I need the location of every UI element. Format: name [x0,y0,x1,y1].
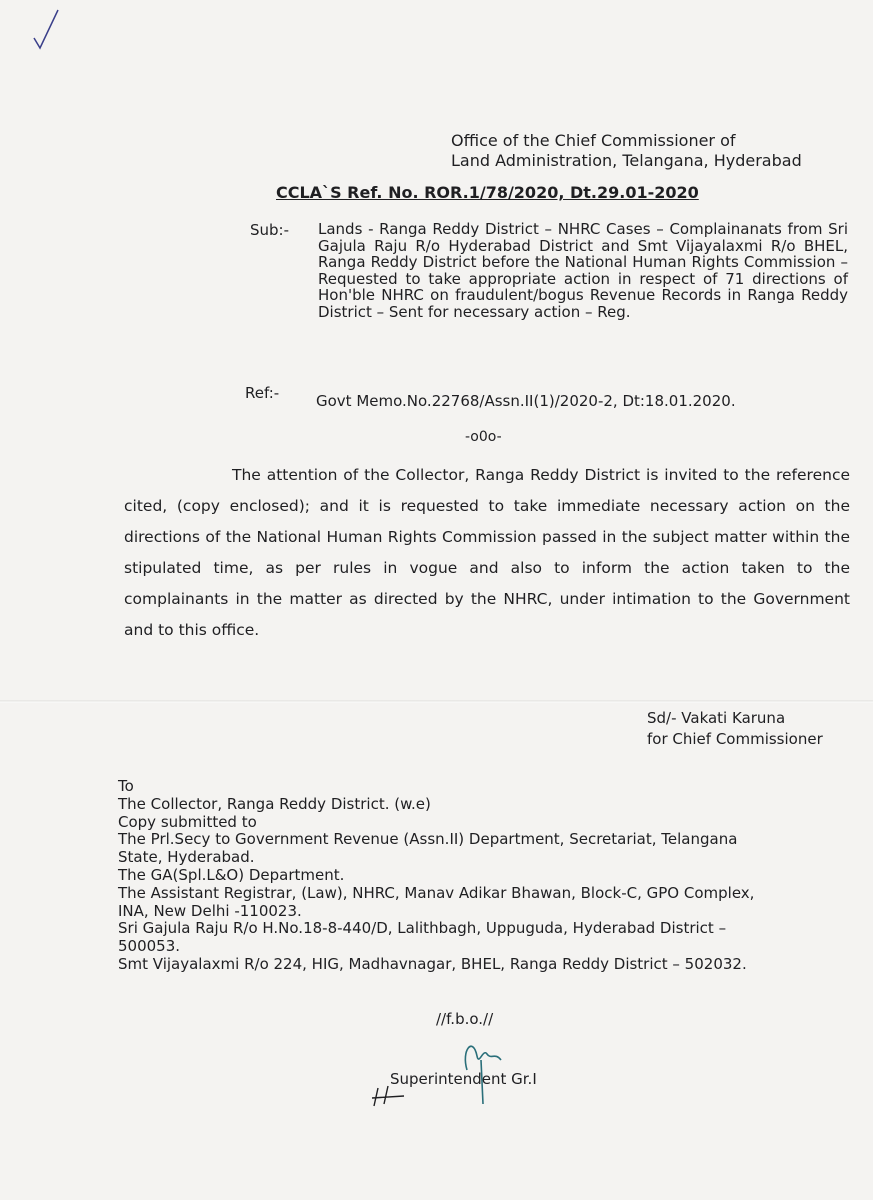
office-address [451,131,802,171]
distribution-line: The Collector, Ranga Reddy District. (w.e) [118,794,431,813]
distribution-line: The Prl.Secy to Government Revenue (Assn.II) Department, Secretariat, Telangana [118,830,738,849]
distribution-line: Copy submitted to [118,812,257,831]
office-line-1: Office of the Chief Commissioner of [451,131,736,150]
reference-number: CCLA`S Ref. No. ROR.1/78/2020, Dt.29.01-2020 [276,183,699,202]
paper-fold [0,700,873,703]
distribution-line: INA, New Delhi -110023. [118,901,302,920]
separator: -o0o- [465,429,502,445]
subject-label: Sub:- [250,221,290,239]
office-line-2: Land Administration, Telangana, Hyderabad [451,151,802,170]
distribution-line: 500053. [118,937,181,956]
distribution-line: State, Hyderabad. [118,848,255,867]
superintendent-designation: Superintendent Gr.I [390,1070,537,1088]
fbo-mark: //f.b.o.// [436,1010,494,1028]
pen-tick-mark [28,8,68,58]
signoff-name: Sd/- Vakati Karuna [647,709,786,727]
distribution-line: The Assistant Registrar, (Law), NHRC, Manav Adikar Bhawan, Block-C, GPO Complex, [118,883,755,902]
ref-label: Ref:- [245,384,280,402]
distribution-line: Smt Vijayalaxmi R/o 224, HIG, Madhavnagar, BHEL, Ranga Reddy District – 502032. [118,954,747,973]
ref-text: Govt Memo.No.22768/Assn.II(1)/2020-2, Dt:18.01.2020. [316,392,736,410]
subject-text: Lands - Ranga Reddy District – NHRC Cases – Complainanats from Sri Gajula Raju R/o Hyderabad District and Smt Vijayalaxmi R/o BHEL, Ranga Reddy District before the National Human Rights Commission – Requested to take appropriate action in respect of 71 directions of Hon'ble NHRC on fraudulent/bogus Revenue Records in Ranga Reddy District – Sent for necessary action – Reg. [318,220,848,321]
signoff-title: for Chief Commissioner [647,730,823,748]
signoff [647,708,823,750]
distribution-line: The GA(Spl.L&O) Department. [118,865,345,884]
body-paragraph: The attention of the Collector, Ranga Reddy District is invited to the reference cited, (copy enclosed); and it is requested to take immediate necessary action on the directions of the National Human Rights Commission passed in the subject matter within the stipulated time, as per rules in vogue and also to inform the action taken to the complainants in the matter as directed by the NHRC, under intimation to the Government and to this office. [124,466,850,639]
distribution-line: Sri Gajula Raju R/o H.No.18-8-440/D, Lalithbagh, Uppuguda, Hyderabad District – [118,919,727,938]
distribution-line: To [118,777,134,795]
distribution-list [118,778,754,974]
